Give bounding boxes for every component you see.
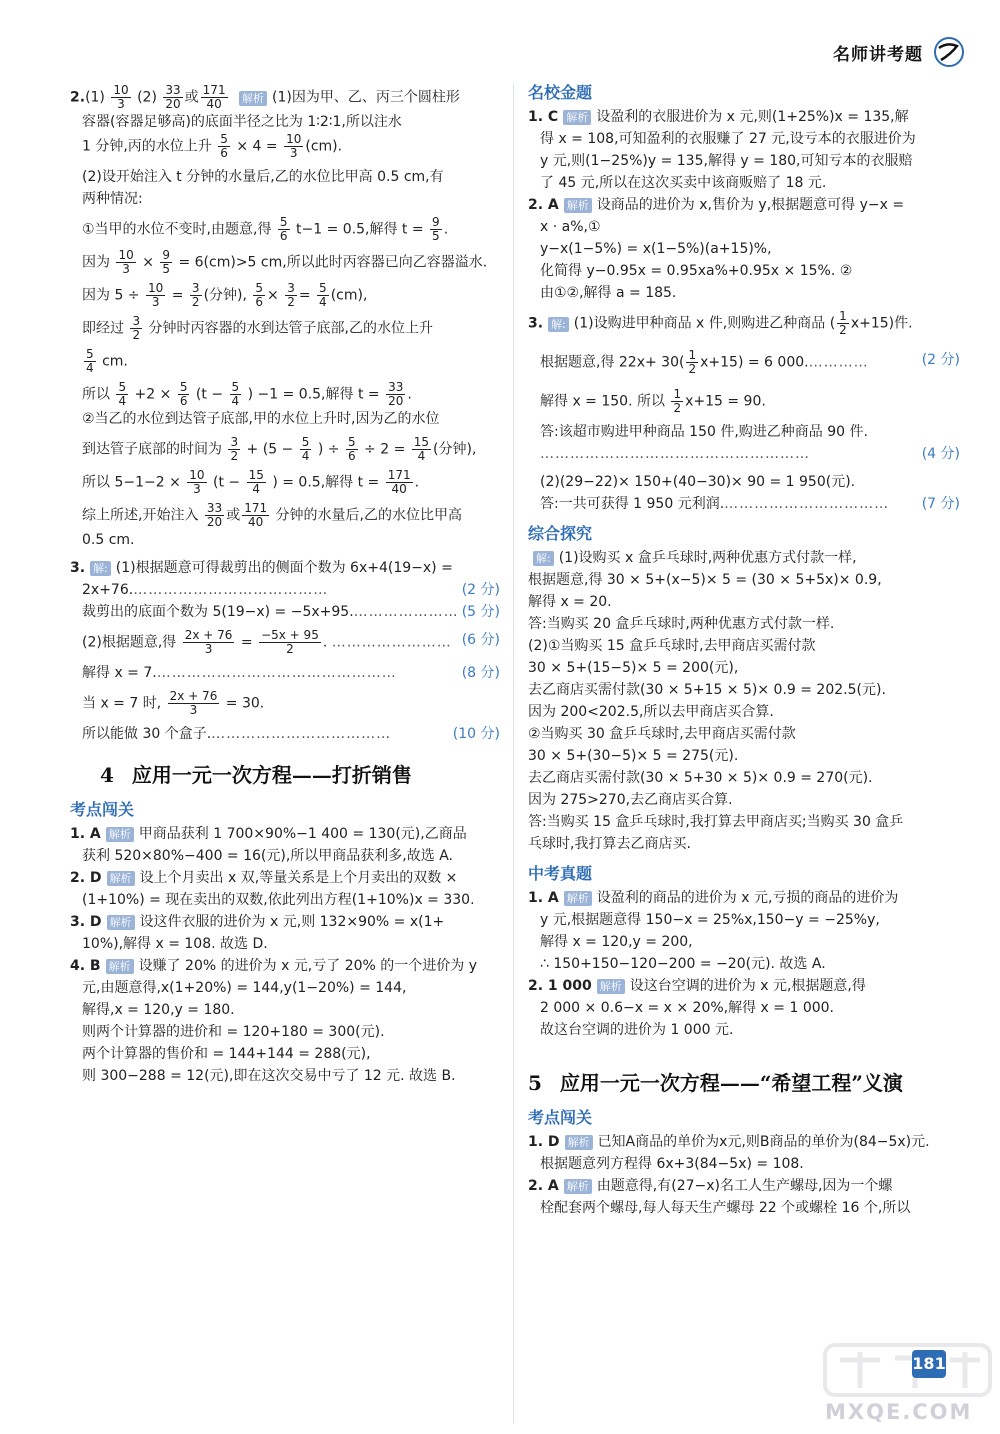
q3-line-1: 3. 解: (1)根据题意可得裁剪出的侧面个数为 6x+4(19−x) = [70,560,453,576]
section-kaodian-2: 考点闯关 [528,1108,593,1127]
q2-line-1: 2.(1) $\frac{10}{3}$ (2) $\frac{33}{20}$ 或 $\frac{171}{40}$ 解析 (1)因为甲、乙、丙三个圆柱形 [70,84,460,111]
left-column: 2.(1) $\frac{10}{3}$ (2) $\frac{33}{20}$ 或 $\frac{171}{40}$ 解析 (1)因为甲、乙、丙三个圆柱形 容器(容器足够高)的底面半径之比为 1∶2∶1,所以注水 1 分钟,丙的水位上升 $\frac{5}{6}$ × 4 = $\frac{10}{3}$ (cm). (2)设开始注入 t 分钟的水量后,乙的水位比甲高 0.5 cm,有 两种情况: ①当甲的水位不变时,由题意,得 $\frac{5}{6}$ t−1 = 0.5,解得 t = $\frac{9}{5}$ . 因为 $\frac{10}{3}$ × $\frac{9}{5}$ = 6(cm)>5 cm,所以此时丙容器已向乙容器溢水. 因为 5 ÷ $\frac{10}{3}$ = $\frac{3}{2}$ (分钟), $\frac{5}{6}$ × $\frac{3}{2}$ = $\frac{5}{4}$ (cm), 即经过 $\frac{3}{2}$ 分钟时丙容器的水到达管子底部,乙的水位上升 $\frac{5}{4}$ cm. 所以 $\frac{5}{4}$ +2 × $\frac{5}{6}$ (t − $\frac{5}{4}$ ) −1 = 0.5,解得 t = $\frac{33}{20}$ . ②当乙的水位到达管子底部,甲的水位上升时,因为乙的水位 到达管子底部的时间为 $\frac{3}{2}$ + (5 − $\frac{5}{4}$ ) ÷ $\frac{5}{6}$ ÷ 2 = $\frac{15}{4}$ (分钟), 所以 5−1−2 × $\frac{10}{3}$ (t − $\frac{15}{4}$ ) = 0.5,解得 t = $\frac{171}{40}$ . 综上所述,开始注入 $\frac{33}{20}$ 或 $\frac{171}{40}$ 分钟的水量后,乙的水位比甲高 0.5 cm. 3. 解: (1)根据题意可得裁剪出的侧面个数为 6x+4(19−x) = 2x+76.………………………………… (2 分) 裁剪出的底面个数为 5(19−x) = −5x+95.………………… (5 分) (2)根据题意,得 $\frac{2x + 76}{3}$ = $\frac{-5x + 95}{2}$ . …………………… (6 分) 解得 x = 7.………………………………………… (8 分) 当 x = 7 时, $\frac{2x + 76}{3}$ = 30. 所以能做 30 个盒子.……………………………… (10 分) 4 应用一元一次方程——打折销售 考点闯关 1. A 解析 甲商品获利 1 700×90%−1 400 = 130(元),乙商品 获利 520×80%−400 = 16(元),所以甲商品获利多,故选 A. 2. D 解析 设上个月卖出 x 双,等量关系是上个月卖出的双数 × (1+10%) = 现在卖出的双数,依此列出方程(1+10%)x = 330. 3. D 解析 设这件衣服的进价为 x 元,则 132×90% = x(1+ 10%),解得 x = 108. 故选 D. 4. B 解析 设赚了 20% 的进价为 x 元,亏了 20% 的一个进价为 y 元,由题意得,x(1+20%) = 144,y(1−20%) = 144, 解得,x = 120,y = 180. 则两个计算器的进价和 = 120+180 = 300(元). 两个计算器的售价和 = 144+144 = 288(元), 则 300−288 = 12(元),即在这次交易中亏了 12 元. 故选 B. [70,84,500,1084]
unit-4-title: 4 应用一元一次方程——打折销售 [100,763,412,787]
section-zonghe: 综合探究 [528,524,593,543]
page-header [780,34,985,68]
unit-5-title: 5 应用一元一次方程——“希望工程”义演 [528,1071,903,1095]
section-mingxiao: 名校金题 [528,83,593,102]
section-zhongkao: 中考真题 [528,864,593,883]
section-kaodian: 考点闯关 [70,800,135,819]
solution-tag: 解: [90,561,111,576]
right-column: 名校金题 1. C 解析 设盈利的衣服进价为 x 元,则(1+25%)x = 135,解 得 x = 108,可知盈利的衣服赚了 27 元,设亏本的衣服进价为 y 元,则(1−25%)y = 135,解得 y = 180,可知亏本的衣服赔 了 45 元,所以在这次买卖中该商贩赔了 18 元. 2. A 解析 设商品的进价为 x,售价为 y,根据题意可得 y−x = x · a%,① y−x(1−5%) = x(1−5%)(a+15)%, 化简得 y−0.95x = 0.95xa%+0.95x × 15%. ② 由①②,解得 a = 185. 3. 解: (1)设购进甲种商品 x 件,则购进乙种商品 ( $\frac{1}{2}$ x+15)件. 根据题意,得 22x+ 30( $\frac{1}{2}$ x+15) = 6 000.………… (2 分) 解得 x = 150. 所以 $\frac{1}{2}$ x+15 = 90. 答:该超市购进甲种商品 150 件,购进乙种商品 90 件. ……………………………………………… (4 分) (2)(29−22)× 150+(40−30)× 90 = 1 950(元). 答:一共可获得 1 950 元利润.…………………………… (7 分) 综合探究 解: (1)设购买 x 盒乒乓球时,两种优惠方式付款一样, 根据题意,得 30 × 5+(x−5)× 5 = (30 × 5+5x)× 0.9, 解得 x = 20. 答:当购买 20 盒乒乓球时,两种优惠方式付款一样. (2)①当购买 15 盒乒乓球时,去甲商店买需付款 30 × 5+(15−5)× 5 = 200(元), 去乙商店买需付款(30 × 5+15 × 5)× 0.9 = 202.5(元). 因为 200<202.5,所以去甲商店买合算. ②当购买 30 盒乒乓球时,去甲商店买需付款 30 × 5+(30−5)× 5 = 275(元). 去乙商店买需付款(30 × 5+30 × 5)× 0.9 = 270(元). 因为 275>270,去乙商店买合算. 答:当购买 15 盒乒乓球时,我打算去甲商店买;当购买 30 盒乒 乓球时,我打算去乙商店买. 中考真题 1. A 解析 设盈利的商品的进价为 x 元,亏损的商品的进价为 y 元,根据题意得 150−x = 25%x,150−y = −25%y, 解得 x = 120,y = 200, ∴ 150+150−120−200 = −20(元). 故选 A. 2. 1 000 解析 设这台空调的进价为 x 元,根据题意,得 2 000 × 0.6−x = x × 20%,解得 x = 1 000. 故这台空调的进价为 1 000 元. 5 应用一元一次方程——“希望工程”义演 考点闯关 1. D 解析 已知A商品的单价为x元,则B商品的单价为(84−5x)元. 根据题意列方程得 6x+3(84−5x) = 108. 2. A 解析 由题意得,有(27−x)名工人生产螺母,因为一个螺 栓配套两个螺母,每人每天生产螺母 22 个或螺栓 16 个,所以 [528,84,960,1219]
column-divider [513,84,514,1424]
page-number: 181 [912,1350,946,1378]
header-title: 名师讲考题 [833,45,923,65]
book-logo-icon [929,34,969,68]
watermark-text: MXQE.COM [825,1400,973,1424]
analysis-tag: 解析 [239,91,267,106]
